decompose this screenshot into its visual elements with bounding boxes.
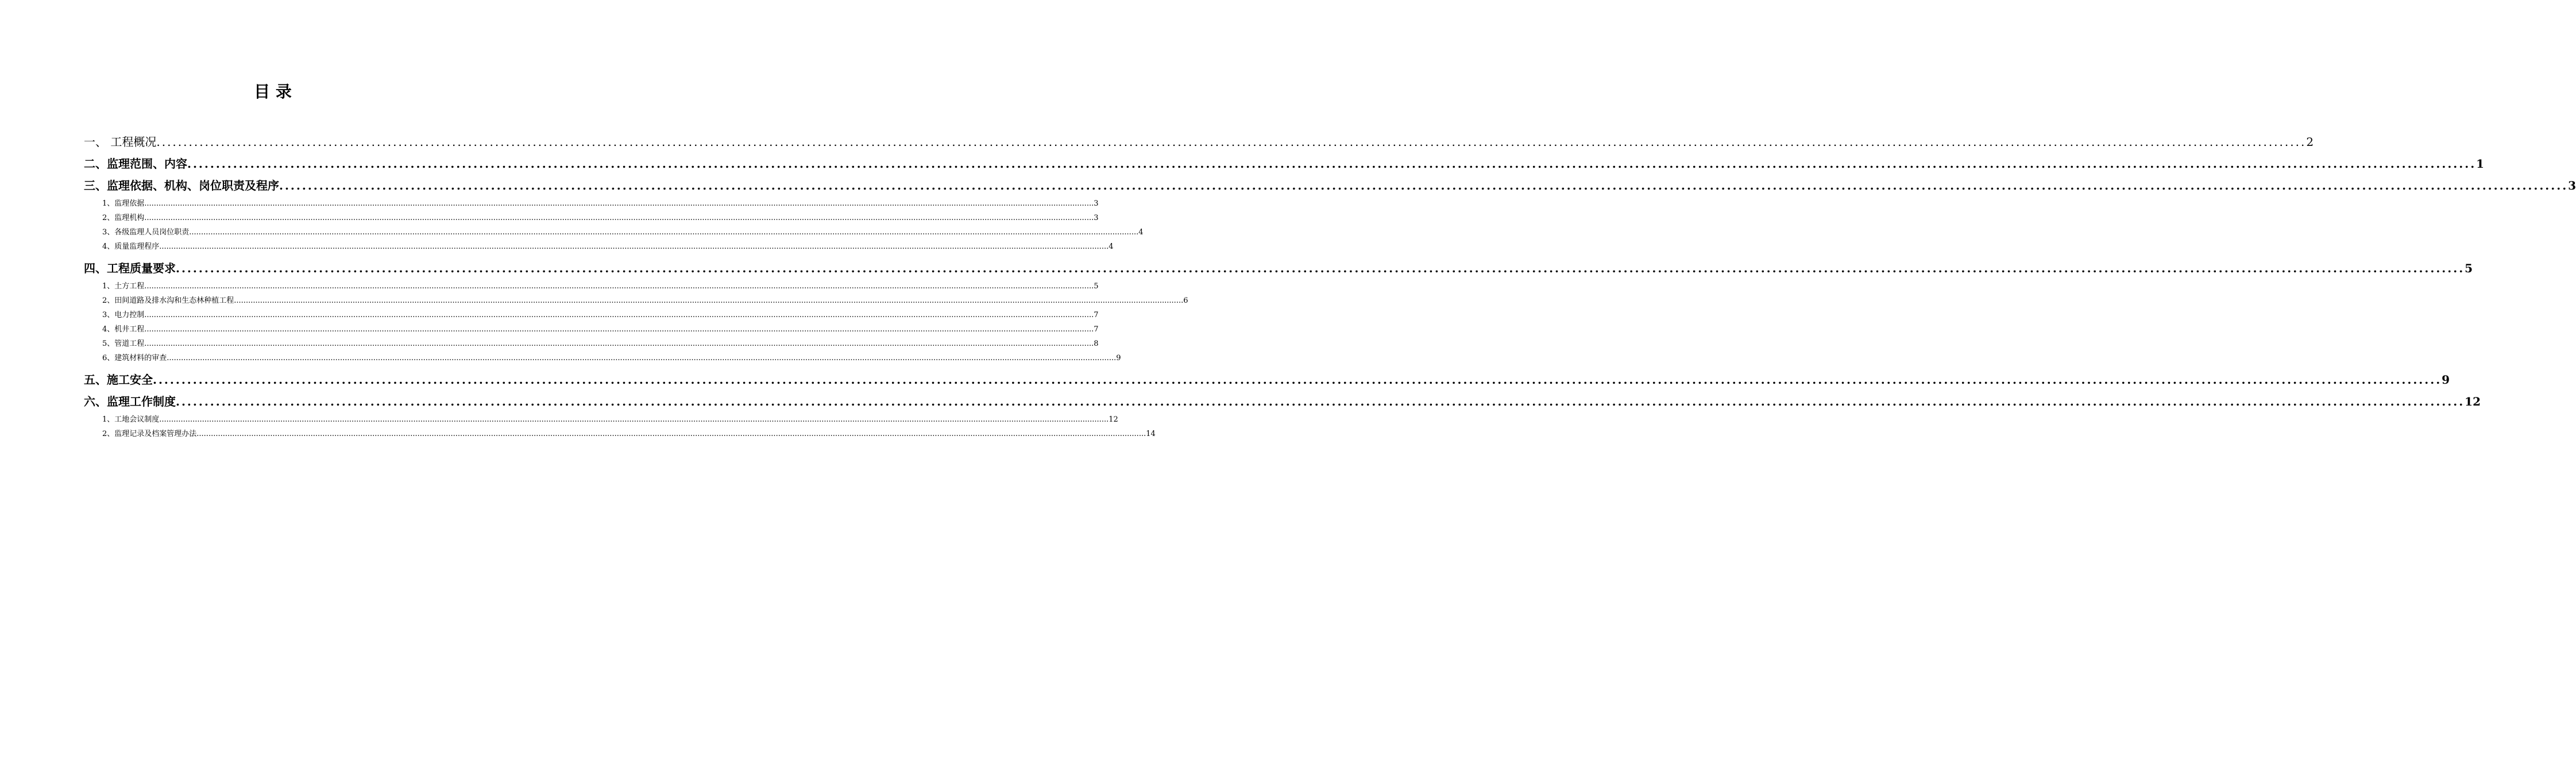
toc-subsection-entry[interactable] — [84, 279, 1099, 294]
toc-section-entry[interactable] — [84, 153, 2485, 175]
toc-entry-label: 1、土方工程 — [102, 282, 145, 291]
toc-leader-dots: ................................................................................................................................................................................................................................................................................................................................................................................................................ — [196, 430, 1146, 438]
toc-page-number: 1 — [2476, 157, 2485, 171]
toc-page-number: 9 — [1116, 354, 1121, 362]
table-of-contents — [84, 131, 2576, 441]
toc-page-number: 12 — [2465, 395, 2481, 408]
toc-entry-label: 1、工地会议制度 — [102, 415, 160, 424]
toc-page-number: 3 — [1094, 199, 1099, 208]
toc-section-entry[interactable] — [84, 257, 2473, 279]
toc-leader-dots: ................................................................................................................................................................................................................................................................................................................................................................................................................ — [279, 179, 2569, 192]
toc-leader-dots: ................................................................................................................................................................................................................................................................................................................................................................................................................ — [189, 228, 1139, 237]
toc-entry-label: 2、监理记录及档案管理办法 — [102, 430, 197, 438]
toc-subsection-entry[interactable] — [84, 308, 1099, 322]
toc-subsection-entry[interactable] — [84, 294, 1188, 308]
toc-entry-label: 四、工程质量要求 — [84, 261, 176, 275]
toc-entry-label: 4、机井工程 — [102, 325, 145, 334]
toc-section-entry[interactable] — [84, 391, 2481, 412]
toc-title: 目 录 — [254, 82, 292, 101]
toc-entry-label: 5、管道工程 — [102, 339, 145, 348]
toc-page-number: 9 — [2442, 373, 2450, 387]
toc-leader-dots: ................................................................................................................................................................................................................................................................................................................................................................................................................ — [159, 415, 1109, 424]
toc-page-number: 4 — [1138, 228, 1144, 237]
toc-entry-label: 六、监理工作制度 — [84, 395, 176, 408]
toc-entry-label: 2、田间道路及排水沟和生态林种植工程 — [102, 296, 234, 305]
toc-entry-label: 3、电力控制 — [102, 311, 145, 319]
toc-page-number: 12 — [1109, 415, 1118, 424]
toc-subsection-entry[interactable] — [84, 225, 1144, 240]
toc-section-entry[interactable] — [84, 369, 2450, 391]
toc-leader-dots: ................................................................................................................................................................................................................................................................................................................................................................................................................ — [153, 373, 2442, 387]
toc-leader-dots: ................................................................................................................................................................................................................................................................................................................................................................................................................ — [144, 199, 1094, 208]
toc-leader-dots: ................................................................................................................................................................................................................................................................................................................................................................................................................ — [144, 325, 1094, 334]
toc-subsection-entry[interactable] — [84, 322, 1099, 337]
toc-subsection-entry[interactable] — [84, 427, 1156, 441]
toc-leader-dots: ................................................................................................................................................................................................................................................................................................................................................................................................................ — [176, 395, 2465, 408]
toc-page-number: 7 — [1094, 325, 1099, 334]
toc-leader-dots: ................................................................................................................................................................................................................................................................................................................................................................................................................ — [234, 296, 1184, 305]
toc-leader-dots: ................................................................................................................................................................................................................................................................................................................................................................................................................ — [144, 282, 1094, 291]
toc-leader-dots: ................................................................................................................................................................................................................................................................................................................................................................................................................ — [187, 157, 2477, 171]
toc-entry-label: 一、 工程概况 — [84, 135, 157, 149]
toc-entry-label: 3、各级监理人员岗位职责 — [102, 228, 190, 237]
toc-subsection-entry[interactable] — [84, 351, 1121, 365]
toc-leader-dots: ................................................................................................................................................................................................................................................................................................................................................................................................................ — [156, 135, 2307, 149]
toc-subsection-entry[interactable] — [84, 211, 1099, 225]
toc-subsection-entry[interactable] — [84, 240, 1114, 254]
toc-page-number: 8 — [1094, 339, 1099, 348]
toc-entry-label: 五、施工安全 — [84, 373, 153, 387]
toc-leader-dots: ................................................................................................................................................................................................................................................................................................................................................................................................................ — [159, 242, 1109, 251]
toc-entry-label: 2、监理机构 — [102, 214, 145, 222]
toc-leader-dots: ................................................................................................................................................................................................................................................................................................................................................................................................................ — [176, 261, 2465, 275]
toc-subsection-entry[interactable] — [84, 196, 1099, 211]
toc-page-number: 7 — [1094, 311, 1099, 319]
toc-page-number: 14 — [1146, 430, 1156, 438]
toc-subsection-entry[interactable] — [84, 412, 1118, 427]
toc-page-number: 3 — [2568, 179, 2576, 192]
toc-page-number: 3 — [1094, 214, 1099, 222]
toc-page-number: 5 — [1094, 282, 1099, 291]
toc-leader-dots: ................................................................................................................................................................................................................................................................................................................................................................................................................ — [144, 339, 1094, 348]
toc-page-number: 6 — [1183, 296, 1188, 305]
toc-page-number: 5 — [2465, 261, 2473, 275]
toc-entry-label: 三、监理依据、机构、岗位职责及程序 — [84, 179, 279, 192]
toc-page-number: 4 — [1109, 242, 1114, 251]
toc-leader-dots: ................................................................................................................................................................................................................................................................................................................................................................................................................ — [167, 354, 1117, 362]
toc-leader-dots: ................................................................................................................................................................................................................................................................................................................................................................................................................ — [144, 311, 1094, 319]
toc-entry-label: 1、监理依据 — [102, 199, 145, 208]
toc-section-entry[interactable] — [84, 131, 2314, 153]
toc-leader-dots: ................................................................................................................................................................................................................................................................................................................................................................................................................ — [144, 214, 1094, 222]
toc-entry-label: 6、建筑材料的审查 — [102, 354, 167, 362]
toc-section-entry[interactable] — [84, 175, 2576, 196]
toc-entry-label: 二、监理范围、内容 — [84, 157, 187, 171]
toc-page-number: 2 — [2306, 135, 2314, 149]
toc-subsection-entry[interactable] — [84, 337, 1099, 351]
toc-entry-label: 4、质量监理程序 — [102, 242, 160, 251]
